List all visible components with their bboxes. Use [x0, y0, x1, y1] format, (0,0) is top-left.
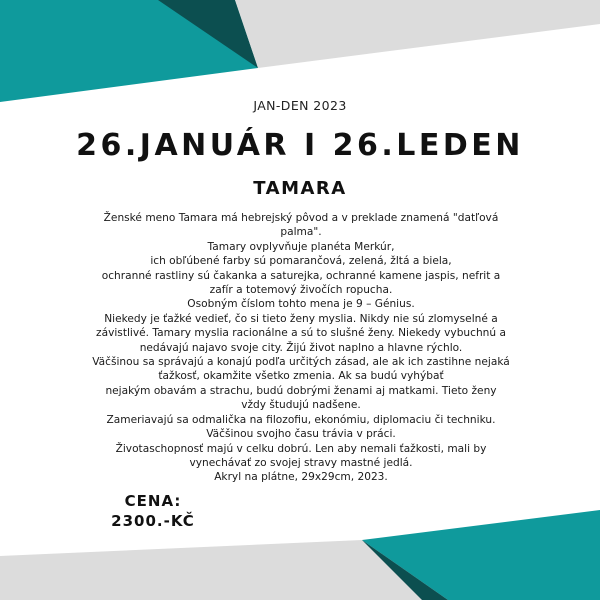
description-text [92, 211, 510, 485]
price-label: CENA: [124, 492, 182, 510]
description-line: Väčšinou sa správajú a konajú podľa určitých zásad, ale ak ich zastihne nejaká ťažkosť, okamžite všetko zmenia. Ak sa budú vyhýbať [92, 356, 510, 383]
description-line: ich obľúbené farby sú pomarančová, zelená, žltá a biela, [150, 255, 452, 268]
name-heading: TAMARA [253, 178, 347, 199]
description-line: Ženské meno Tamara má hebrejský pôvod a v preklade znamená "datľová palma". [103, 212, 499, 239]
description-line: Tamary ovplyvňuje planéta Merkúr, [207, 240, 395, 253]
description-line: nejakým obavám a strachu, budú dobrými ženami aj matkami. Tieto ženy vždy študujú nadšene. [105, 384, 497, 412]
description-line: Osobným číslom tohto mena je 9 – Génius. [187, 298, 415, 311]
description-line: ochranné rastliny sú čakanka a saturejka, ochranné kamene jaspis, nefrit a zafír a totemový živočích ropucha. [101, 269, 501, 297]
description-line: Životaschopnosť majú v celku dobrú. Len aby nemali ťažkosti, mali by vynechávať zo svojej stravy mastné jedlá. [115, 442, 487, 469]
description-line: Niekedy je ťažké vedieť, čo si tieto ženy myslia. Nikdy nie sú zlomyselné a závistlivé. Tamary myslia racionálne a sú to slušné ženy. Niekedy vybuchnú a nedávajú najavo svoje city. Žijú život naplno a hlavne rýchlo. [96, 312, 506, 354]
page-title: 26.JANUÁR I 26.LEDEN [76, 128, 524, 163]
date-subtitle: JAN-DEN 2023 [253, 98, 347, 113]
description-line: Zameriavajú sa odmalička na filozofiu, ekonómiu, diplomaciu či techniku. Väčšinou svojho času trávia v práci. [106, 413, 496, 441]
description-line: Akryl na plátne, 29x29cm, 2023. [214, 471, 388, 484]
top-right-gray-shape [235, 0, 600, 68]
price-value: 2300.-KČ [111, 512, 195, 530]
